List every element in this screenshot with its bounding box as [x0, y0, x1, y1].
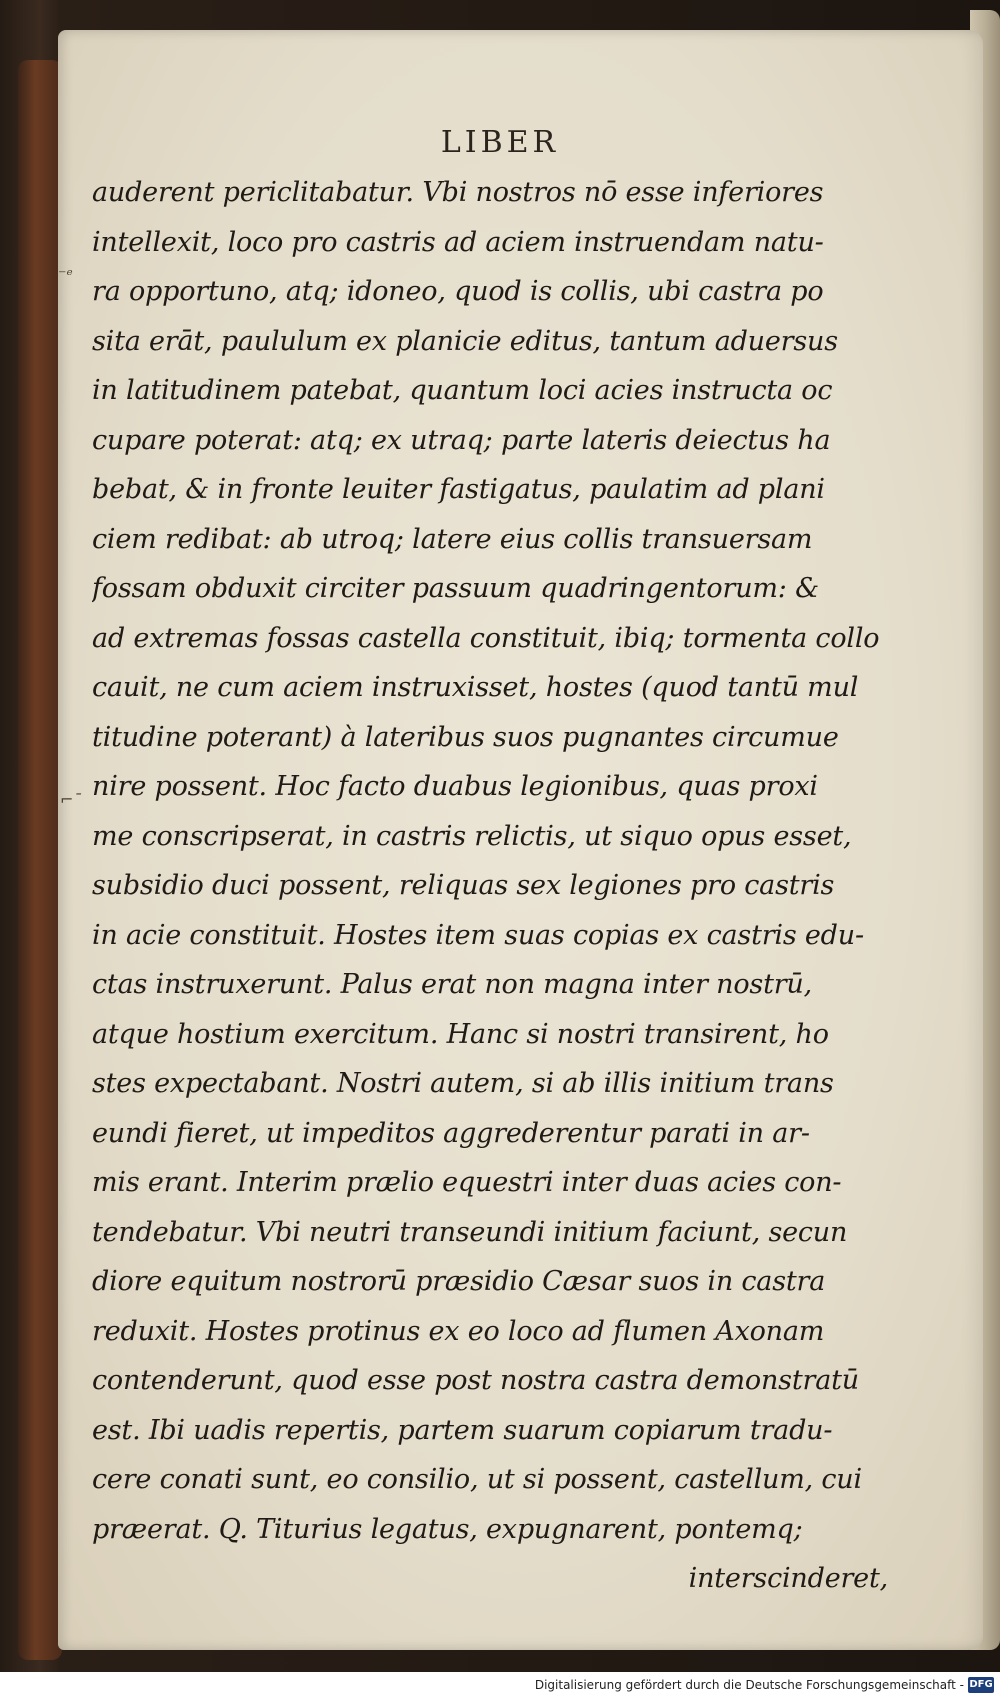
- text-line: auderent periclitabatur. Vbi nostros nō esse inferiores: [92, 177, 824, 208]
- footer-bar: [0, 1672, 1000, 1700]
- text-line: ad extremas fossas castella constituit, ibiq; tormenta collo: [92, 622, 880, 654]
- book-spine: [18, 60, 62, 1660]
- text-line: subsidio duci possent, reliquas sex legiones pro castris: [92, 870, 835, 901]
- text-line: eundi fieret, ut impeditos aggrederentur parati in ar-: [92, 1117, 810, 1149]
- text-line: ctas instruxerunt. Palus erat non magna inter nostrū,: [92, 969, 813, 1000]
- text-line: titudine poterant) à lateribus suos pugnantes circumue: [92, 721, 839, 753]
- text-line: est. Ibi uadis repertis, partem suarum copiarum tradu-: [92, 1414, 833, 1446]
- text-line: fossam obduxit circiter passuum quadringentorum: &: [92, 573, 819, 604]
- footer-credit: Digitalisierung gefördert durch die Deutsche Forschungsgemeinschaft -: [534, 1678, 964, 1692]
- text-line: ciem redibat: ab utroq; latere eius collis transuersam: [92, 523, 813, 555]
- text-line: ra opportuno, atq; idoneo, quod is collis, ubi castra po: [92, 276, 824, 307]
- margin-annotation-mark: ⌐ˉ: [60, 790, 82, 809]
- text-line: stes expectabant. Nostri autem, si ab illis initium trans: [92, 1068, 834, 1099]
- text-line: mis erant. Interim prælio equestri inter duas acies con-: [92, 1167, 842, 1198]
- text-line: cupare poterat: atq; ex utraq; parte lateris deiectus ha: [92, 424, 831, 456]
- text-line: in acie constituit. Hostes item suas copias ex castris edu-: [92, 919, 864, 951]
- text-line: intellexit, loco pro castris ad aciem instruendam natu-: [92, 226, 824, 258]
- text-line: me conscripserat, in castris relictis, ut siquo opus esset,: [92, 820, 852, 852]
- text-line: sita erāt, paululum ex planicie editus, tantum aduersus: [92, 325, 838, 357]
- text-line: cere conati sunt, eo consilio, ut si possent, castellum, cui: [92, 1464, 862, 1495]
- text-line: contenderunt, quod esse post nostra castra demonstratū: [92, 1365, 859, 1396]
- text-line: tendebatur. Vbi neutri transeundi initium faciunt, secun: [92, 1216, 848, 1248]
- text-line: reduxit. Hostes protinus ex eo loco ad flumen Axonam: [92, 1315, 825, 1347]
- text-line: atque hostium exercitum. Hanc si nostri transirent, ho: [92, 1018, 829, 1050]
- body-text: [92, 168, 892, 1604]
- text-line: nire possent. Hoc facto duabus legionibus, quas proxi: [92, 771, 818, 802]
- text-line: præerat. Q. Titurius legatus, expugnarent, pontemq;: [92, 1513, 803, 1545]
- text-line: interscinderet,: [688, 1563, 888, 1594]
- text-line: cauit, ne cum aciem instruxisset, hostes (quod tantū mul: [92, 672, 859, 703]
- text-line: bebat, & in fronte leuiter fastigatus, paulatim ad plani: [92, 474, 825, 505]
- dfg-logo: DFG: [968, 1677, 994, 1693]
- running-head: LIBER: [440, 125, 560, 160]
- margin-annotation-mark: ⁻ᵉ: [58, 265, 73, 284]
- text-line: diore equitum nostrorū præsidio Cæsar suos in castra: [92, 1266, 826, 1297]
- text-line: in latitudinem patebat, quantum loci acies instructa oc: [92, 375, 833, 406]
